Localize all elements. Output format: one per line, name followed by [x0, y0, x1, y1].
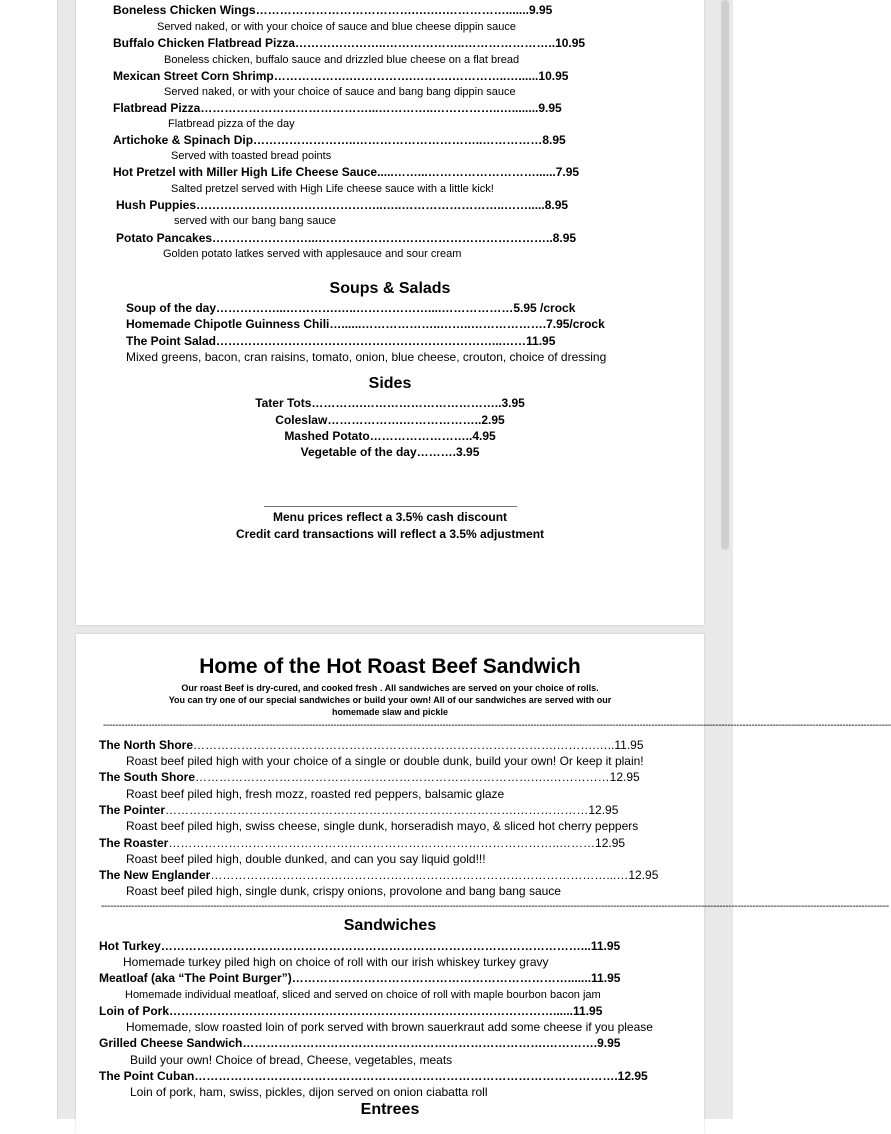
menu-item-line: The Pointer…………………………………………………………………………….………………12.95	[99, 803, 619, 817]
menu-page-1	[76, 0, 704, 625]
menu-item-line: Hush Puppies………………………………………..…..……………………..…….....8.95	[116, 198, 569, 212]
menu-item-line: Boneless Chicken Wings………………………………….….….…………….......9.95	[113, 3, 553, 17]
menu-item-line: The New Englander………………………………………………………………………………………...…12.95	[99, 868, 659, 882]
intro-text: You can try one of our special sandwiches or build your own! All of our sandwiches are served with our	[168, 695, 612, 705]
menu-item-description: Roast beef piled high with your choice of a single or double dunk, build your own! Or keep it plain!	[126, 754, 644, 768]
menu-item-description: Served with toasted bread points	[171, 150, 332, 162]
credit-card-notice: Credit card transactions will reflect a 3.5% adjustment	[235, 527, 545, 541]
intro-text: homemade slaw and pickle	[331, 707, 449, 717]
menu-item-line: Flatbread Pizza……………………………………...…………..……………..…........9.95	[113, 101, 562, 115]
menu-item-description: Homemade turkey piled high on choice of roll with our irish whiskey turkey gravy	[123, 955, 549, 969]
menu-item-description: Roast beef piled high, fresh mozz, roasted red peppers, balsamic glaze	[126, 787, 505, 801]
menu-item-line: The South Shore………………………………………………………………………….….……………12.95	[99, 770, 640, 784]
menu-item-description: Roast beef piled high, double dunked, and can you say liquid gold!!!	[126, 852, 486, 866]
menu-item-line: Coleslaw……………….………………..2.95	[275, 413, 505, 427]
menu-item-line: Vegetable of the day……….3.95	[300, 445, 480, 459]
intro-text: Our roast Beef is dry-cured, and cooked fresh . All sandwiches are served on your choice of rolls.	[181, 683, 599, 693]
menu-item-description: Boneless chicken, buffalo sauce and drizzled blue cheese on a flat bread	[164, 54, 520, 66]
menu-item-description: Homemade, slow roasted loin of pork served with brown sauerkraut add some cheese if you please	[126, 1020, 653, 1034]
menu-item-line: The Point Salad……………………………………………………………...……11.95	[126, 334, 556, 348]
menu-item-line: Hot Pretzel with Miller High Life Cheese Sauce.....……...………………………......7.95	[113, 165, 580, 179]
menu-item-line: Hot Turkey……………………………………………………………………………………………...11.95	[99, 939, 621, 953]
menu-item-line: Tater Tots………….……………………………..3.95	[255, 396, 525, 410]
section-heading-sandwiches: Sandwiches	[343, 917, 437, 934]
menu-item-line: The Roaster……………………………………………………………………………………..………12.95	[99, 836, 626, 850]
dashed-divider: --------------------------------------------------------------------------------------------------------------------------------------------------------------------------------------------------------------------------------------------------------------------	[101, 901, 889, 912]
dashed-divider: --------------------------------------------------------------------------------------------------------------------------------------------------------------------------------------------------------------------------------------------------------------------	[103, 720, 891, 731]
menu-item-description: Homemade individual meatloaf, sliced and served on choice of roll with maple bourbon bacon jam	[125, 989, 601, 1001]
menu-item-line: The North Shore……………………………………………………………………………….……….…..11.95	[99, 738, 644, 752]
menu-item-description: Roast beef piled high, swiss cheese, single dunk, horseradish mayo, & sliced hot cherry peppers	[126, 819, 639, 833]
viewer-left-border	[57, 0, 58, 1119]
section-heading-entrees: Entrees	[360, 1101, 420, 1118]
vertical-scrollbar[interactable]	[721, 0, 729, 550]
menu-item-line: Potato Pancakes……………………...…………………………………………………..8.95	[116, 231, 577, 245]
menu-page-2	[76, 634, 891, 1134]
menu-item-line: Soup of the day……………...………….…..………………....………………5.95 /crock	[126, 301, 576, 315]
menu-item-line: Grilled Cheese Sandwich………………………………………………………………….………….9.95	[99, 1036, 621, 1050]
menu-item-line: The Point Cuban…………………………………………………………………………………………….12.95	[99, 1069, 648, 1083]
cash-discount-notice: Menu prices reflect a 3.5% cash discount	[272, 510, 508, 524]
menu-item-description: served with our bang bang sauce	[174, 215, 337, 227]
menu-item-description: Served naked, or with your choice of sauce and blue cheese dippin sauce	[157, 21, 516, 33]
menu-item-description: Mixed greens, bacon, cran raisins, tomato, onion, blue cheese, crouton, choice of dressing	[126, 350, 607, 364]
menu-item-line: Loin of Pork……………………………………………………………………………………......11.95	[99, 1004, 603, 1018]
menu-item-description: Build your own! Choice of bread, Cheese, vegetables, meats	[130, 1053, 453, 1067]
divider-line	[264, 506, 517, 507]
menu-item-description: Golden potato latkes served with applesauce and sour cream	[163, 248, 462, 260]
menu-item-line: Buffalo Chicken Flatbread Pizza…………………..………………..…………………..10.95	[113, 36, 586, 50]
menu-item-description: Loin of pork, ham, swiss, pickles, dijon served on onion ciabatta roll	[130, 1085, 488, 1099]
menu-item-line: Mashed Potato……………………..4.95	[284, 429, 496, 443]
menu-item-description: Served naked, or with your choice of sauce and bang bang dippin sauce	[164, 86, 516, 98]
menu-item-line: Meatloaf (aka “The Point Burger”)…………………………………………………………….......11.95	[99, 971, 621, 985]
menu-item-description: Roast beef piled high, single dunk, crispy onions, provolone and bang bang sauce	[126, 884, 561, 898]
section-heading-sides: Sides	[368, 375, 412, 392]
menu-item-description: Flatbread pizza of the day	[168, 118, 295, 130]
menu-item-line: Mexican Street Corn Shrimp……………….…………….……….…………..…......10.95	[113, 69, 569, 83]
menu-item-line: Homemade Chipotle Guinness Chili…......………………..……..……………….7.95/crock	[126, 317, 605, 331]
section-heading-soups-salads: Soups & Salads	[329, 280, 451, 297]
page-title: Home of the Hot Roast Beef Sandwich	[199, 655, 581, 678]
menu-item-description: Salted pretzel served with High Life cheese sauce with a little kick!	[171, 183, 494, 195]
menu-item-line: Artichoke & Spinach Dip……………………..…………………………..……………8.95	[113, 133, 566, 147]
